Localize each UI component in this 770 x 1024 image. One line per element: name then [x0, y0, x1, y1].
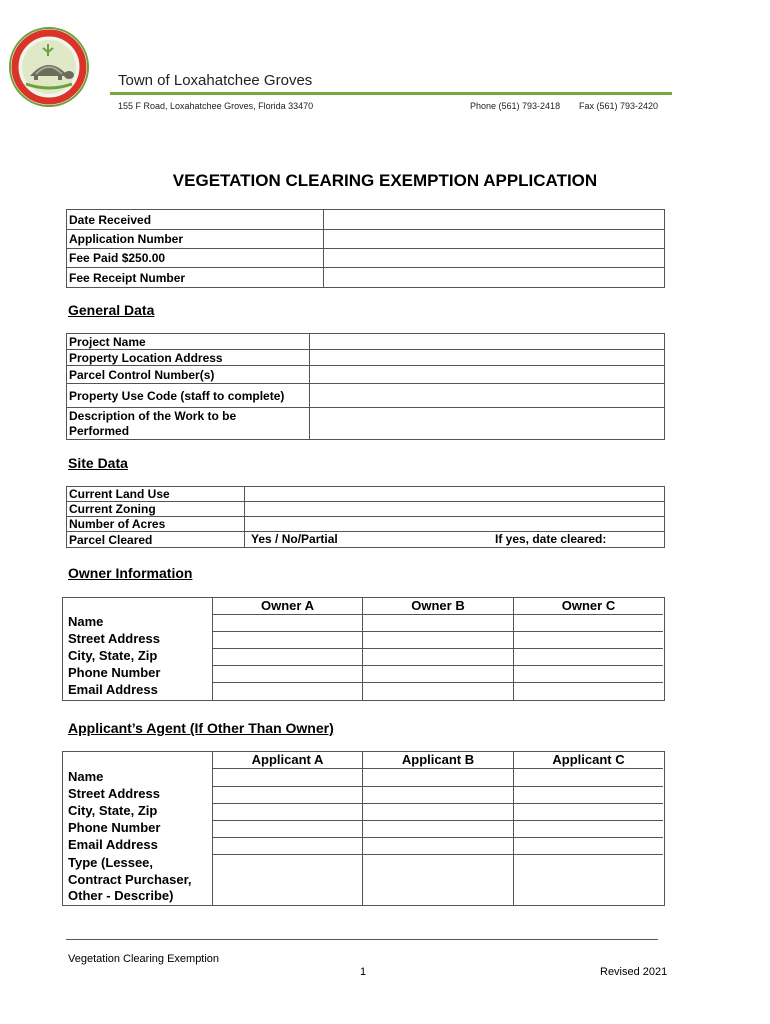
fee-paid-field[interactable]: [324, 249, 665, 268]
owner-email-label: Email Address: [68, 682, 158, 697]
owner-grid-divider: [212, 648, 663, 649]
work-description-field[interactable]: [310, 408, 665, 440]
parcel-cleared-label: Parcel Cleared: [67, 532, 245, 548]
parcel-cleared-options: Yes / No/Partial: [251, 532, 338, 546]
agent-type-label-line-3: Other - Describe): [68, 888, 174, 903]
agent-email-label: Email Address: [68, 837, 158, 852]
date-received-field[interactable]: [324, 210, 665, 230]
agent-type-label-line-1: Type (Lessee,: [68, 855, 154, 870]
parcel-cleared-date-label: If yes, date cleared:: [495, 532, 607, 546]
footer-form-name: Vegetation Clearing Exemption: [68, 953, 220, 965]
fee-receipt-label: Fee Receipt Number: [67, 268, 324, 288]
parcel-control-field[interactable]: [310, 366, 665, 384]
agent-grid-divider: [362, 751, 363, 905]
current-land-use-field[interactable]: [245, 487, 665, 502]
date-received-label: Date Received: [67, 210, 324, 230]
owner-name-label: Name: [68, 614, 104, 629]
owner-grid-divider: [212, 631, 663, 632]
parcel-control-label: Parcel Control Number(s): [67, 366, 310, 384]
fee-paid-label: Fee Paid $250.00: [67, 249, 324, 268]
current-zoning-label: Current Zoning: [67, 502, 245, 517]
agent-grid-divider: [212, 854, 663, 855]
town-phone: Phone (561) 793-2418: [470, 101, 561, 111]
general-data-heading: General Data: [68, 302, 155, 318]
application-number-label: Application Number: [67, 230, 324, 249]
town-address: 155 F Road, Loxahatchee Groves, Florida 33470: [118, 101, 314, 111]
agent-grid-divider: [212, 837, 663, 838]
property-address-label: Property Location Address: [67, 350, 310, 366]
owner-info-heading: Owner Information: [68, 565, 193, 581]
page-number: 1: [360, 966, 367, 978]
applicant-a-header: Applicant A: [251, 752, 324, 767]
town-fax: Fax (561) 793-2420: [579, 101, 659, 111]
owner-grid-divider: [212, 614, 663, 615]
current-zoning-field[interactable]: [245, 502, 665, 517]
owner-street-label: Street Address: [68, 631, 160, 646]
town-seal-logo: [8, 26, 90, 108]
agent-grid-divider: [212, 820, 663, 821]
parcel-cleared-field[interactable]: [245, 532, 665, 548]
owner-b-header: Owner B: [411, 598, 465, 613]
agent-type-label-line-2: Contract Purchaser,: [68, 872, 192, 887]
current-land-use-label: Current Land Use: [67, 487, 245, 502]
project-name-field[interactable]: [310, 334, 665, 350]
property-address-field[interactable]: [310, 350, 665, 366]
agent-grid-divider: [212, 786, 663, 787]
agent-info-heading: Applicant’s Agent (If Other Than Owner): [68, 720, 334, 736]
agent-grid-divider: [212, 751, 213, 905]
agent-city-label: City, State, Zip: [68, 803, 158, 818]
owner-grid-divider: [212, 665, 663, 666]
application-number-field[interactable]: [324, 230, 665, 249]
agent-street-label: Street Address: [68, 786, 160, 801]
site-data-table: [66, 486, 665, 548]
agent-grid-divider: [513, 751, 514, 905]
page-title: VEGETATION CLEARING EXEMPTION APPLICATION: [172, 171, 598, 190]
owner-phone-label: Phone Number: [68, 665, 161, 680]
owner-c-header: Owner C: [561, 598, 616, 613]
site-data-heading: Site Data: [68, 455, 128, 471]
town-name: Town of Loxahatchee Groves: [118, 72, 313, 89]
header-divider: [110, 92, 672, 95]
footer-divider: [66, 939, 658, 940]
number-of-acres-label: Number of Acres: [67, 517, 245, 532]
owner-grid-divider: [212, 682, 663, 683]
work-description-label: [67, 408, 310, 440]
agent-grid-divider: [212, 803, 663, 804]
owner-a-header: Owner A: [261, 598, 314, 613]
applicant-c-header: Applicant C: [552, 752, 625, 767]
work-description-line-1: Description of the Work to be: [69, 408, 237, 423]
applicant-b-header: Applicant B: [401, 752, 475, 767]
agent-grid-divider: [212, 768, 663, 769]
work-description-line-2: Performed: [69, 423, 130, 438]
general-data-table: [66, 333, 665, 440]
project-name-label: Project Name: [67, 334, 310, 350]
property-use-code-field[interactable]: [310, 384, 665, 408]
revision-date: Revised 2021: [600, 966, 668, 978]
agent-name-label: Name: [68, 769, 104, 784]
number-of-acres-field[interactable]: [245, 517, 665, 532]
fee-receipt-field[interactable]: [324, 268, 665, 288]
agent-phone-label: Phone Number: [68, 820, 161, 835]
property-use-code-label: Property Use Code (staff to complete): [67, 384, 310, 408]
office-use-table: [66, 209, 665, 288]
owner-city-label: City, State, Zip: [68, 648, 158, 663]
